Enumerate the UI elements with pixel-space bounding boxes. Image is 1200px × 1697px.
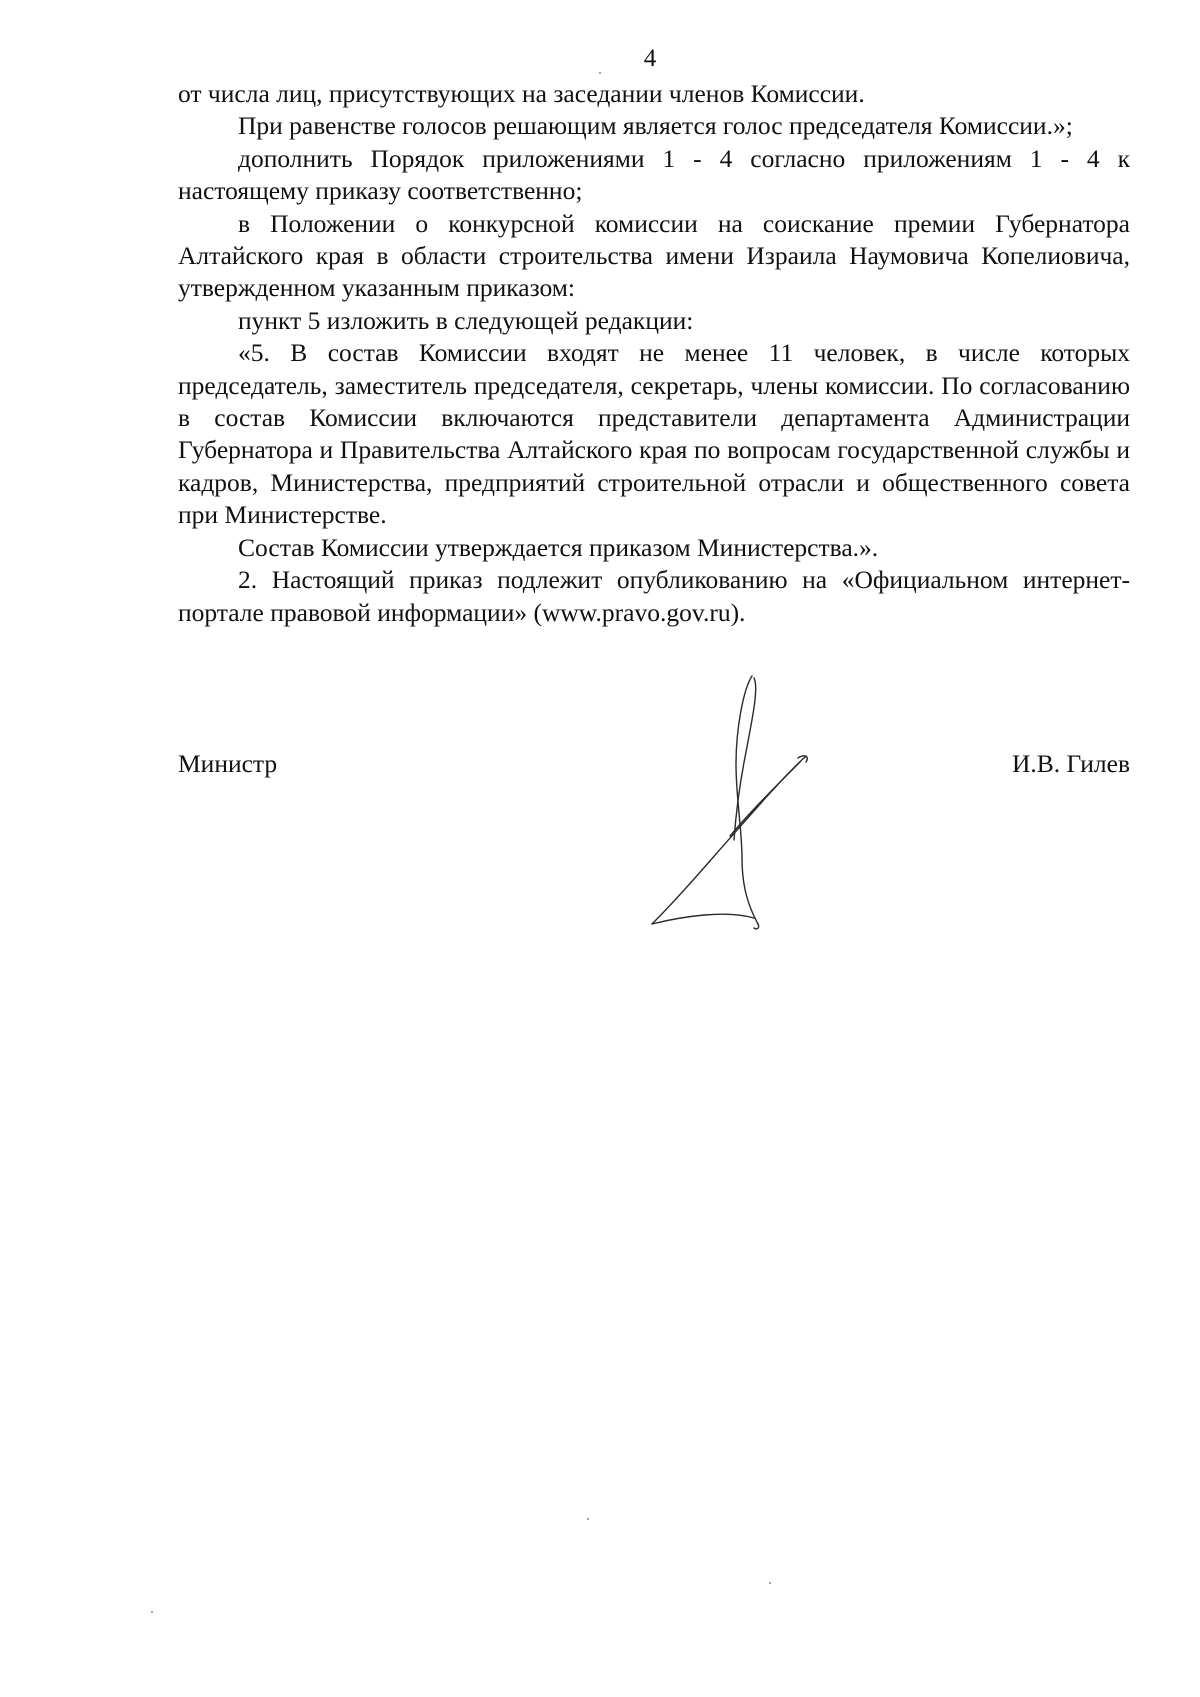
scan-speck	[151, 1611, 153, 1613]
handwritten-signature	[630, 672, 830, 932]
scan-speck	[769, 1582, 771, 1584]
paragraph-clause-5: «5. В состав Комиссии входят не менее 11 человек, в числе которых председатель, заместитель председателя, секретарь, члены комиссии. По согласованию в состав Комиссии включаются представители департамента Администрации Губернатора и Правительства Алтайского края по вопросам государственной службы и кадров, Министерства, предприятий строительной отрасли и общественного совета при Министерстве.	[178, 338, 1130, 530]
paragraph-commission-composition: Состав Комиссии утверждается приказом Министерства.».	[238, 532, 879, 562]
signer-name: И.В. Гилев	[1011, 749, 1130, 778]
page-number: 4	[643, 45, 657, 72]
scan-speck	[587, 1518, 589, 1520]
signer-position: Министр	[178, 749, 278, 778]
paragraph-tie-vote: При равенстве голосов решающим является голос председателя Комиссии.»;	[238, 111, 1073, 141]
paragraph-clause-intro: пункт 5 изложить в следующей редакции:	[238, 305, 694, 335]
document-body	[178, 78, 1130, 629]
paragraph-publication: 2. Настоящий приказ подлежит опубликованию на «Официальном интернет-портале правовой информации» (www.pravo.gov.ru).	[178, 565, 1130, 627]
paragraph-regulation-reference: в Положении о конкурсной комиссии на соискание премии Губернатора Алтайского края в области строительства имени Израила Наумовича Копелиовича, утвержденном указанным приказом:	[178, 208, 1130, 303]
paragraph-continuation: от числа лиц, присутствующих на заседании членов Комиссии.	[178, 79, 865, 108]
scan-speck	[599, 72, 601, 74]
paragraph-appendices: дополнить Порядок приложениями 1 - 4 согласно приложениям 1 - 4 к настоящему приказу соответственно;	[178, 143, 1130, 206]
